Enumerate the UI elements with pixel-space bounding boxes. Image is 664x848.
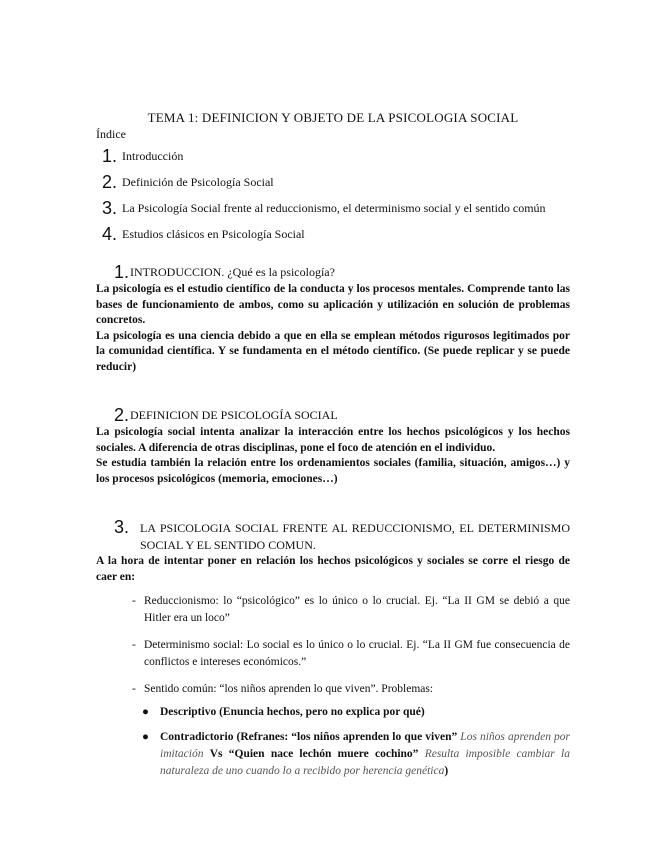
section-2-paragraph: La psicología social intenta analizar la interacción entre los hechos psicológicos y los hechos sociales. A diferencia de otras disciplinas, pone el foco de atención en el individuo. [96, 426, 570, 454]
list-item: ● Descriptivo (Enuncia hechos, pero no explica por qué) [142, 704, 570, 721]
document-title: TEMA 1: DEFINICION Y OBJETO DE LA PSICOLOGIA SOCIAL [147, 110, 519, 125]
section-2-paragraph: Se estudia también la relación entre los ordenamientos sociales (familia, situación, amigos…) y los procesos psicológicos (memoria, emociones…) [96, 457, 570, 485]
section-3-dash-list [132, 593, 570, 698]
document-page [96, 110, 570, 788]
section-1-paragraph: La psicología es una ciencia debido a que en ella se emplean métodos rigurosos legitimados por la comunidad científica. Y se fundamenta en el método científico. (Se puede replicar y se puede reducir) [96, 329, 570, 373]
index-item: 4. Estudios clásicos en Psicología Social [102, 224, 305, 244]
section-1-paragraph: La psicología es el estudio científico de la conducta y los procesos mentales. Comprende tanto las bases de funcionamiento de ambos, como su aplicación y utilización en solución de problemas concretos. [96, 283, 570, 326]
section-2-heading: 2. DEFINICION DE PSICOLOGÍA SOCIAL [114, 405, 338, 425]
section-1-heading: 1. INTRODUCCION. ¿Qué es la psicología? [114, 262, 335, 282]
list-item: - Determinismo social: Lo social es lo único o lo crucial. Ej. “La II GM fue consecuencia de conflictos e intereses económicos.” [132, 637, 570, 671]
section-3-intro: A la hora de intentar poner en relación los hechos psicológicos y sociales se corre el riesgo de caer en: [96, 555, 570, 583]
list-item: - Sentido común: “los niños aprenden lo que viven”. Problemas: [132, 681, 570, 698]
list-item: ● Contradictorio (Refranes: “los niños aprenden lo que viven” Los niños aprenden por imitación Vs “Quien nace lechón muere cochino” Resulta imposible cambiar la naturaleza de uno cuando lo a recibido por herencia genética) [142, 731, 571, 777]
section-3-bullet-list [142, 704, 570, 780]
index-item: 1. Introducción [102, 146, 184, 166]
index-item: 3. La Psicología Social frente al reduccionismo, el determinismo social y el sentido común [102, 198, 546, 218]
section-3-heading: 3. LA PSICOLOGIA SOCIAL FRENTE AL REDUCCIONISMO, EL DETERMINISMO SOCIAL Y EL SENTIDO COMUN. [114, 517, 570, 552]
bullet-icon: ● [142, 706, 149, 718]
index-item: 2. Definición de Psicología Social [102, 172, 274, 192]
index-label: Índice [96, 127, 126, 141]
index-list [96, 146, 570, 244]
bullet-icon: ● [142, 731, 149, 743]
list-item: - Reduccionismo: lo “psicológico” es lo único o lo crucial. Ej. “La II GM se debió a que Hitler era un loco” [132, 593, 570, 627]
